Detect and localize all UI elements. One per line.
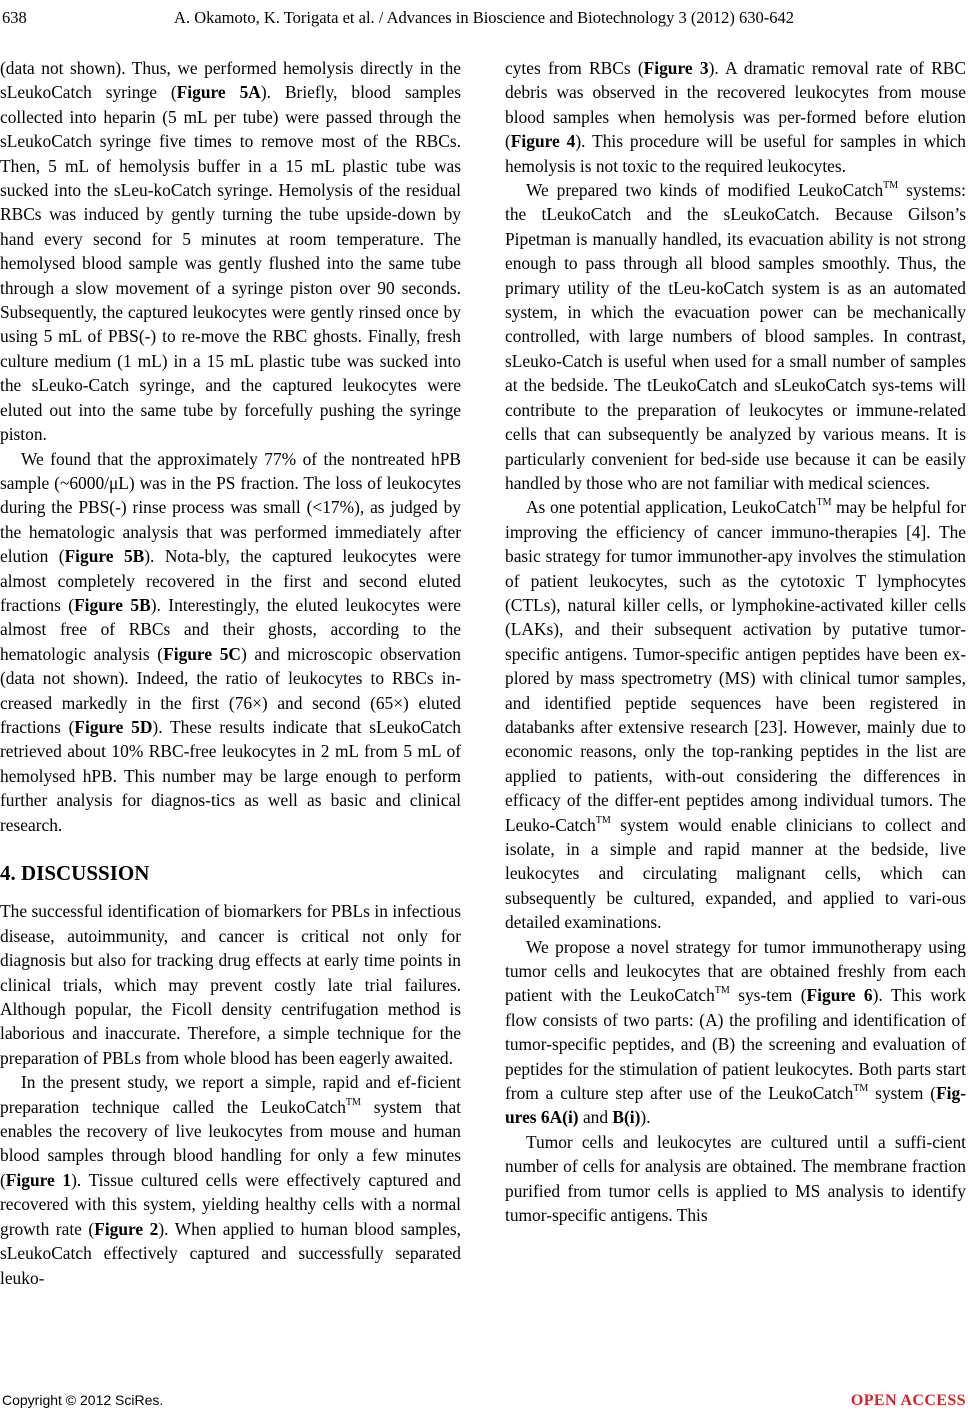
open-access-label: OPEN ACCESS bbox=[850, 1392, 966, 1409]
page-number: 638 bbox=[2, 8, 27, 27]
figure-reference[interactable]: Figure 3 bbox=[643, 58, 709, 78]
figure-reference[interactable]: Figure 5C bbox=[163, 643, 241, 664]
left-column bbox=[0, 56, 461, 1290]
paragraph-novel-strategy: We propose a novel strategy for tumor immunotherapy using tumor cells and leukocytes that are obtained freshly from each patient with the LeukoCatch™ sys-tem (Figure 6). This work flow consists of two parts: (A) the profiling and identification of tumor-specific peptides, and (B) the screening and evaluation of peptides for the stimulation of patient leukocytes. Both parts start from a culture step after use of the LeukoCatch™ system (Fig-ures 6A(i) and B(i)). bbox=[505, 936, 967, 1128]
page-header bbox=[0, 8, 968, 32]
figure-reference[interactable]: Fig-ures 6A(i) bbox=[505, 1083, 967, 1128]
figure-reference[interactable]: Figure 5D bbox=[74, 716, 153, 737]
paragraph-present-study: In the present study, we report a simple, rapid and ef-ficient preparation technique called the LeukoCatch™ system that enables the recovery of live leukocytes from mouse and human blood samples through blood handling for only a few minutes (Figure 1). Tissue cultured cells were effectively captured and recovered with this system, yielding healthy cells with a normal growth rate (Figure 2). When applied to human blood samples, sLeukoCatch effectively captured and successfully separated leuko- bbox=[0, 1072, 461, 1288]
copyright-notice: Copyright © 2012 SciRes. bbox=[2, 1392, 164, 1408]
right-column bbox=[505, 56, 966, 1228]
figure-reference[interactable]: Figure 5B bbox=[74, 594, 151, 615]
paragraph-discussion-intro: The successful identification of biomarkers for PBLs in infectious disease, autoimmunity, and cancer is critical not only for diagnosis but also for tracking drug effects at early time points in clinical trials, which may prevent costly late trial failures. Although popular, the Ficoll density centrifugation method is laborious and inaccurate. Therefore, a simple technique for the preparation of PBLs from whole blood has been eagerly awaited. bbox=[0, 901, 461, 1068]
page-footer bbox=[0, 1392, 968, 1414]
paragraph-results: We found that the approximately 77% of the nontreated hPB sample (~6000/μL) was in the PS fraction. The loss of leukocytes during the PBS(-) rinse process was small (<17%), as judged by the hematologic analysis that was performed immediately after elution (Figure 5B). Nota-bly, the captured leukocytes were almost completely recovered in the first and second eluted fractions (Figure 5B). Interestingly, the eluted leukocytes were almost free of RBCs and their ghosts, according to the hematologic analysis (Figure 5C) and microscopic observation (data not shown). Indeed, the ratio of leukocytes to RBCs in-creased markedly in the first (76×) and second (65×) eluted fractions (Figure 5D). These results indicate that sLeukoCatch retrieved about 10% RBC-free leukocytes in 2 mL from 5 mL of hemolysed hPB. This number may be large enough to perform further analysis for diagnos-tics as well as basic and clinical research. bbox=[0, 448, 461, 835]
paragraph-modified-systems: We prepared two kinds of modified LeukoCatch™ systems: the tLeukoCatch and the sLeukoCatch. Because Gilson’s Pipetman is manually handled, its evacuation ability is not strong enough to pass through all blood samples smoothly. Thus, the primary utility of the tLeu-koCatch system is as an automated system, in which the evacuation power can be mechanically controlled, with large numbers of blood samples. In contrast, sLeuko-Catch is useful when used for a small number of samples at the bedside. The tLeukoCatch and sLeukoCatch sys-tems will contribute to the preparation of leukocytes or immune-related cells that can subsequently be analyzed by various means. It is particularly convenient for bed-side use because it can be easily handled by those who are not familiar with medical sciences. bbox=[505, 180, 966, 493]
section-heading: 4. DISCUSSION bbox=[0, 861, 150, 885]
paragraph-immunotherapy-application: As one potential application, LeukoCatch™ may be helpful for improving the efficiency of cancer immuno-therapies [4]. The basic strategy for tumor immunother-apy involves the stimulation of patient leukocytes, such as the cytotoxic T lymphocytes (CTLs), natural killer cells, or lymphokine-activated killer cells (LAKs), and their subsequent activation by putative tumor-specific antigens. Tumor-specific antigen peptides have been ex-plored by mass spectrometry (MS) with clinical tumor samples, and identified peptide sequences have been registered in databanks after extensive research [23]. However, mainly due to economic reasons, only the top-ranking peptides in the list are applied to patients, with-out considering the differences in efficacy of the differ-ent peptides among individual tumors. The Leuko-Catch™ system would enable clinicians to collect and isolate, in a simple and rapid manner at the bedside, live leukocytes and circulating malignant cells, which can subsequently be cultured, expanded, and applied to vari-ous detailed examinations. bbox=[505, 497, 966, 933]
running-title: A. Okamoto, K. Torigata et al. / Advances in Bioscience and Biotechnology 3 (2012) 630-642 bbox=[174, 8, 794, 27]
figure-reference[interactable]: Figure 5B bbox=[64, 546, 145, 567]
paragraph-hemolysis-procedure: (data not shown). Thus, we performed hemolysis directly in the sLeukoCatch syringe (Figure 5A). Briefly, blood samples collected into heparin (5 mL per tube) were passed through the sLeukoCatch syringe five times to remove most of the RBCs. Then, 5 mL of hemolysis buffer in a 15 mL plastic tube was sucked into the sLeu-koCatch syringe. Hemolysis of the residual RBCs was induced by gently turning the tube upside-down by hand every second for 5 minutes at room temperature. The hemolysed blood sample was gently flushed into the same tube through a slow movement of a syringe piston over 90 seconds. Subsequently, the captured leukocytes were gently rinsed once by using 5 mL of PBS(-) to re-move the RBC ghosts. Finally, fresh culture medium (1 mL) in a 15 mL plastic tube was sucked into the sLeuko-Catch syringe, and the captured leukocytes were eluted out into the same tube by forcefully pushing the syringe piston. bbox=[0, 58, 461, 445]
figure-reference[interactable]: Figure 2 bbox=[94, 1218, 159, 1239]
figure-reference[interactable]: Figure 1 bbox=[5, 1169, 72, 1190]
figure-reference[interactable]: Figure 4 bbox=[510, 131, 576, 152]
paragraph-rbc-removal: cytes from RBCs (Figure 3). A dramatic removal rate of RBC debris was observed in the recovered leukocytes from mouse blood samples when hemolysis was per-formed before elution (Figure 4). This procedure will be useful for samples in which hemolysis is not toxic to the required leukocytes. bbox=[505, 58, 967, 176]
figure-reference[interactable]: B(i) bbox=[612, 1107, 641, 1128]
figure-reference[interactable]: Figure 6 bbox=[806, 985, 873, 1006]
figure-reference[interactable]: Figure 5A bbox=[176, 82, 261, 103]
paragraph-tumor-culture: Tumor cells and leukocytes are cultured until a suffi-cient number of cells for analysis are obtained. The membrane fraction purified from tumor cells is applied to MS analysis to identify tumor-specific antigens. This bbox=[505, 1131, 966, 1226]
